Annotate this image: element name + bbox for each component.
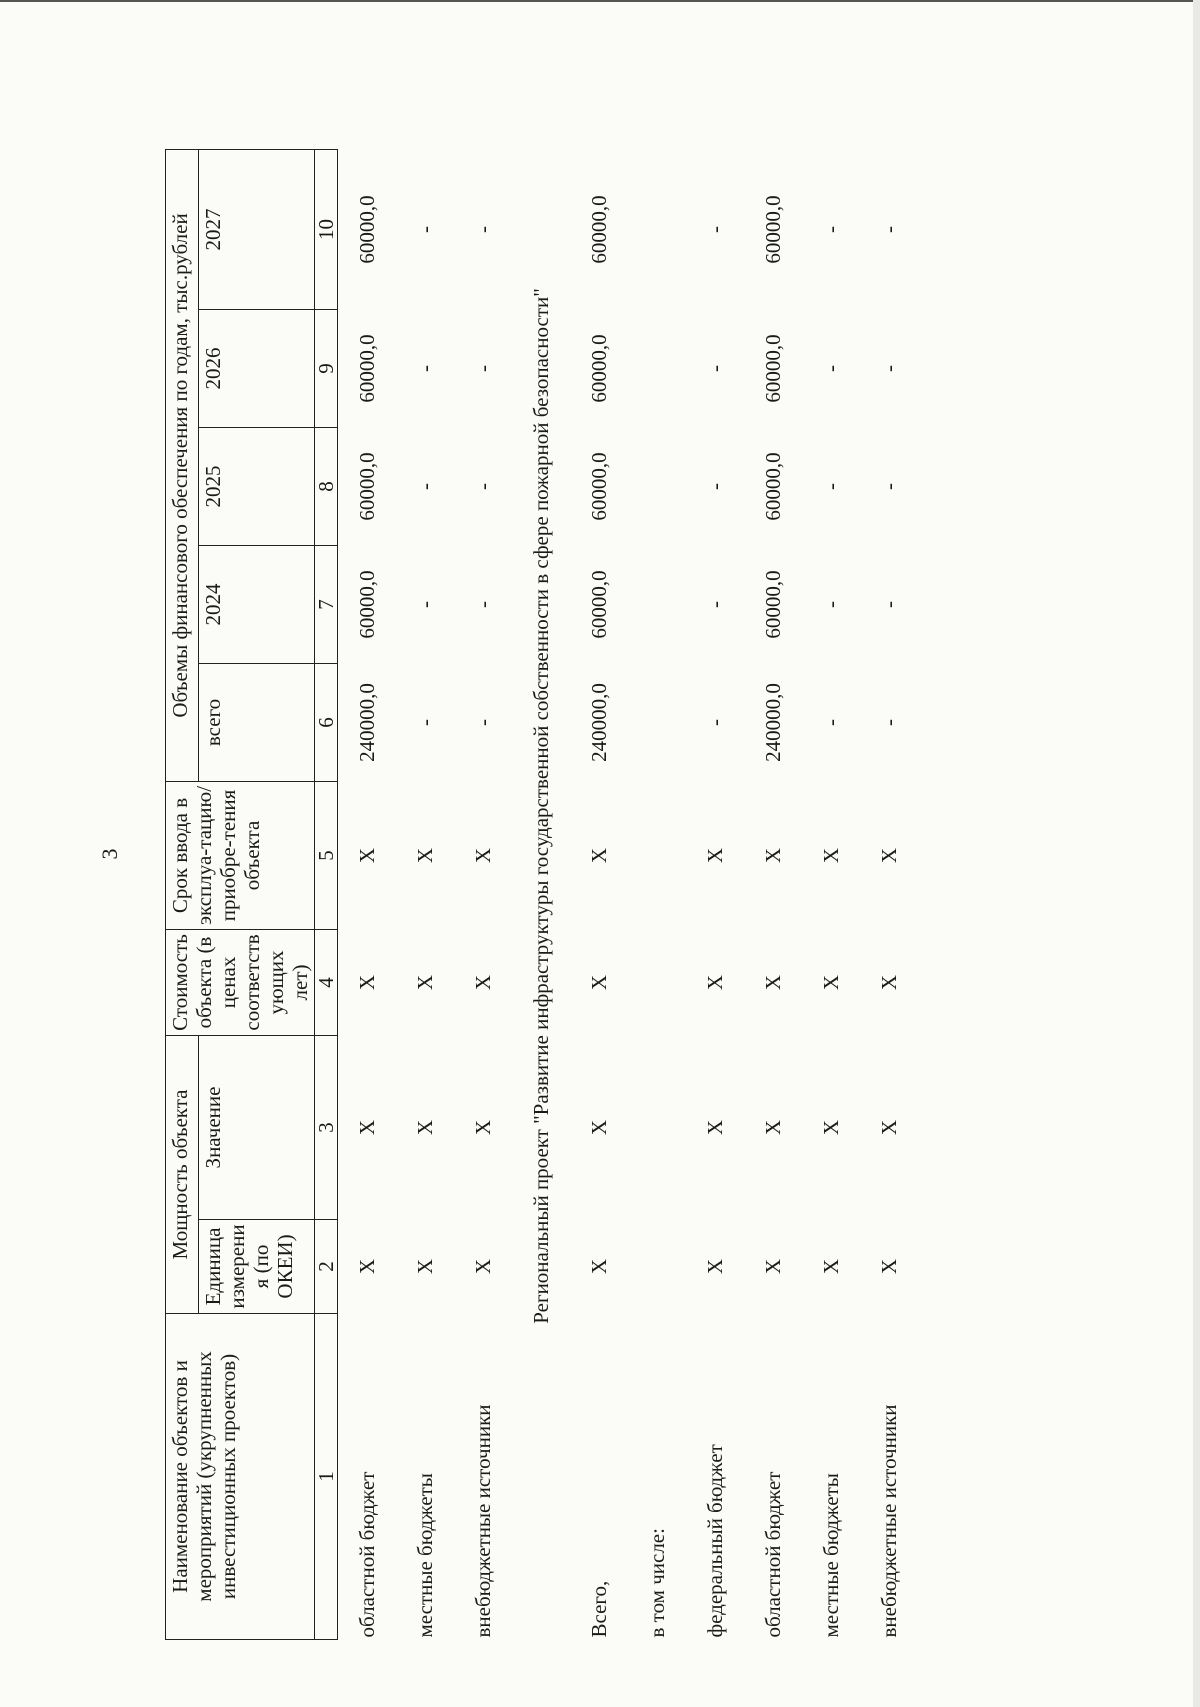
cell-total: 240000,0 <box>354 683 379 762</box>
cell-2025: - <box>876 482 901 490</box>
cell-2027: 60000,0 <box>760 195 785 264</box>
cell-unit: X <box>876 1258 901 1275</box>
cell-2025: - <box>702 482 727 490</box>
cell-cost: X <box>702 974 727 991</box>
table-row <box>570 149 628 1639</box>
cell-term: X <box>818 847 843 864</box>
cell-2026: - <box>818 364 843 372</box>
cell-term: X <box>470 847 495 864</box>
cell-cost: X <box>760 974 785 991</box>
cell-2026: - <box>412 364 437 372</box>
cell-2027: - <box>702 225 727 233</box>
section-title: Региональный проект "Развитие инфраструктуры государственной собственности в сфере пожарной безопасности" <box>528 288 553 1324</box>
page-number: 3 <box>97 848 122 860</box>
cell-value: X <box>354 1119 379 1136</box>
cell-value: X <box>818 1119 843 1136</box>
cell-term: X <box>412 847 437 864</box>
cell-term: X <box>354 847 379 864</box>
including-label: в том числе: <box>644 1528 669 1638</box>
cell-total: - <box>876 718 901 726</box>
header-term: Срок ввода в эксплуа-тацию/ приобре-тения объекта <box>166 781 315 929</box>
cell-2024: 60000,0 <box>760 570 785 639</box>
table-row <box>686 149 744 1639</box>
cell-2026: 60000,0 <box>586 334 611 403</box>
cell-2026: - <box>470 364 495 372</box>
table-row <box>396 149 454 1639</box>
rotated-page-content <box>0 150 1040 1640</box>
column-number: 3 <box>315 1035 338 1219</box>
header-value: Значение <box>199 1035 315 1219</box>
cell-2027: - <box>818 225 843 233</box>
cell-2024: - <box>470 600 495 608</box>
header-year-2026: 2026 <box>199 309 315 427</box>
cell-cost: X <box>586 974 611 991</box>
cell-cost: X <box>412 974 437 991</box>
cell-unit: X <box>760 1258 785 1275</box>
column-number: 7 <box>315 545 338 663</box>
row-label: местные бюджеты <box>412 1473 437 1638</box>
table-row <box>860 149 918 1639</box>
cell-total: - <box>470 718 495 726</box>
cell-unit: X <box>818 1258 843 1275</box>
cell-2027: - <box>412 225 437 233</box>
cell-2025: - <box>412 482 437 490</box>
cell-term: X <box>876 847 901 864</box>
column-number: 9 <box>315 309 338 427</box>
row-label: областной бюджет <box>354 1471 379 1638</box>
cell-2025: 60000,0 <box>586 452 611 521</box>
column-number: 4 <box>315 929 338 1035</box>
cell-2025: 60000,0 <box>354 452 379 521</box>
header-year-2027: 2027 <box>199 149 315 309</box>
row-label: областной бюджет <box>760 1471 785 1638</box>
cell-total: - <box>412 718 437 726</box>
cell-term: X <box>586 847 611 864</box>
cell-value: X <box>876 1119 901 1136</box>
header-total: всего <box>199 663 315 781</box>
cell-cost: X <box>354 974 379 991</box>
cell-unit: X <box>586 1258 611 1275</box>
cell-2024: - <box>702 600 727 608</box>
header-name: Наименование объектов и мероприятий (укрупненных инвестиционных проектов) <box>166 1313 315 1639</box>
table-body <box>338 149 919 1639</box>
cell-2027: - <box>470 225 495 233</box>
row-label: федеральный бюджет <box>702 1444 727 1638</box>
cell-2024: 60000,0 <box>354 570 379 639</box>
table-row <box>744 149 802 1639</box>
column-numbers-row <box>315 149 338 1639</box>
cell-2024: - <box>818 600 843 608</box>
cell-total: 240000,0 <box>760 683 785 762</box>
header-year-2025: 2025 <box>199 427 315 545</box>
financing-table <box>165 149 918 1640</box>
cell-2025: 60000,0 <box>760 452 785 521</box>
table-row <box>454 149 512 1639</box>
including-row <box>628 149 686 1639</box>
cell-2025: - <box>470 482 495 490</box>
column-number: 10 <box>315 149 338 309</box>
cell-2026: 60000,0 <box>354 334 379 403</box>
scan-edge <box>1193 0 1200 1707</box>
cell-2024: - <box>412 600 437 608</box>
row-label: Всего, <box>586 1580 611 1638</box>
cell-2027: - <box>876 225 901 233</box>
header-capacity: Мощность объекта <box>166 1035 199 1313</box>
cell-value: X <box>412 1119 437 1136</box>
cell-unit: X <box>412 1258 437 1275</box>
cell-value: X <box>702 1119 727 1136</box>
cell-2027: 60000,0 <box>354 195 379 264</box>
cell-unit: X <box>702 1258 727 1275</box>
row-label: внебюджетные источники <box>876 1404 901 1638</box>
table-row <box>802 149 860 1639</box>
table-header <box>166 149 338 1639</box>
cell-total: 240000,0 <box>586 683 611 762</box>
cell-2026: - <box>876 364 901 372</box>
header-year-2024: 2024 <box>199 545 315 663</box>
top-rule <box>0 0 1200 2</box>
header-financing: Объемы финансового обеспечения по годам, тыс.рублей <box>166 149 199 781</box>
cell-value: X <box>470 1119 495 1136</box>
row-label: внебюджетные источники <box>470 1404 495 1638</box>
column-number: 6 <box>315 663 338 781</box>
column-number: 5 <box>315 781 338 929</box>
column-number: 2 <box>315 1219 338 1313</box>
column-number: 1 <box>315 1313 338 1639</box>
cell-cost: X <box>818 974 843 991</box>
section-row <box>512 149 570 1639</box>
cell-2025: - <box>818 482 843 490</box>
cell-2026: - <box>702 364 727 372</box>
cell-2024: - <box>876 600 901 608</box>
cell-cost: X <box>470 974 495 991</box>
column-number: 8 <box>315 427 338 545</box>
cell-cost: X <box>876 974 901 991</box>
cell-unit: X <box>470 1258 495 1275</box>
cell-2024: 60000,0 <box>586 570 611 639</box>
cell-value: X <box>586 1119 611 1136</box>
cell-value: X <box>760 1119 785 1136</box>
row-label: местные бюджеты <box>818 1473 843 1638</box>
cell-term: X <box>760 847 785 864</box>
header-unit: Единица измерения (по ОКЕИ) <box>199 1219 315 1313</box>
cell-term: X <box>702 847 727 864</box>
cell-total: - <box>702 718 727 726</box>
cell-2026: 60000,0 <box>760 334 785 403</box>
table-row <box>338 149 397 1639</box>
header-cost: Стоимость объекта (в ценах соответствующих лет) <box>166 929 315 1035</box>
cell-2027: 60000,0 <box>586 195 611 264</box>
cell-unit: X <box>354 1258 379 1275</box>
cell-total: - <box>818 718 843 726</box>
